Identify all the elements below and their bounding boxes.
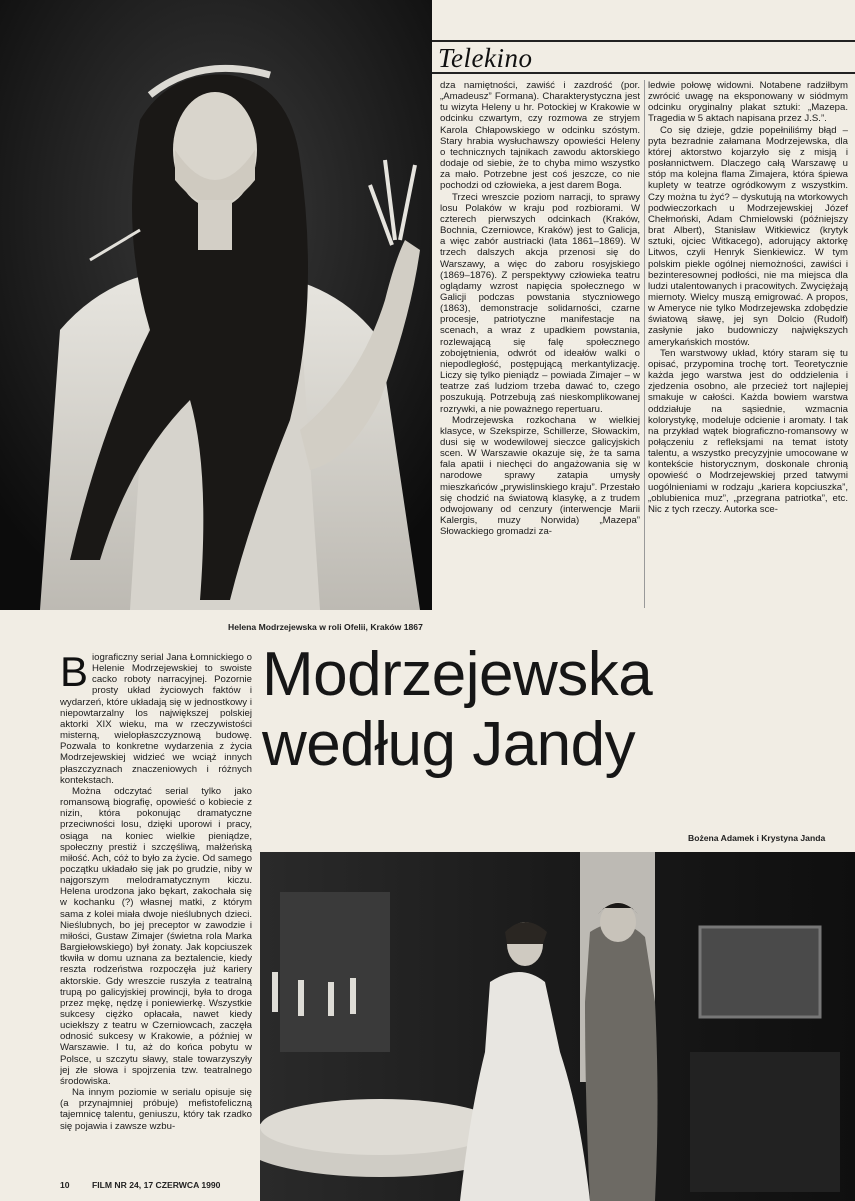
photo-scene-image (260, 852, 855, 1201)
column-divider (644, 80, 645, 608)
article-column-3 (648, 80, 848, 608)
article-column-1 (60, 652, 252, 1172)
article-paragraph: Można odczytać serial tylko jako romansową biografię, opowieść o kobiecie z nizin, która pokonując dramatyczne przeciwności losu, dzięki uporowi i pracy, osiąga na koniec wielkie pieniądze, społeczny prestiż i szczęśliwą, małżeńską miłość. Ach, cóż to było za życie. Od samego początku układało się jak po grudzie, niby w najgorszym melodramatycznym kiczu. Helena urodzona jako bękart, zakochała się w kochanku (?) własnej matki, z którym sama z kolei miała dwoje nieślubnych dzieci. Nieślubnych, bo jej preceptor w zawodzie i miłości, Gustaw Zimajer (świetna rola Marka Bargiełowskiego) był żonaty. Jak kopciuszek tkwiła w domu uznana za beztalencie, kiedy reszta rodzeństwa rozpoczęła już kariery aktorskie. Gdy wreszcie ruszyła z teatralną trupą po galicyjskiej prowincji, była to droga przez mękę, nędzę i poniewierkę. Wszystkie sukcesy ciężko opłacała, nawet kiedy uciekłszy z teatru w Czerniowcach, zaczęła odnosić sukcesy w Krakowie, a później w Warszawie. I tu, aż do końca pobytu w Polsce, u szczytu sławy, stale towarzyszyły jej złe słowa i spojrzenia tzw. teatralnego środowiska. (60, 785, 252, 1087)
headline (262, 640, 842, 780)
section-title: Telekino (438, 43, 533, 73)
article-intro (60, 652, 252, 786)
article-column-2 (440, 80, 640, 608)
article-paragraph: Co się dzieje, gdzie popełniliśmy błąd – pyta bezradnie załamana Modrzejewska, dla której aktorstwo kojarzyło się z misją i posłannictwem. Dlaczego całą Warszawę u stóp ma kolejna flama Zimajera, która śpiewa kuplety w teatrze ogródkowym z wszystkim. Czy można tu żyć? – dyskutują na wtorkowych podwieczorkach u Modrzejewskiej Józef Chełmoński, Adam Chmielowski (późniejszy brat Albert), Stanisław Witkiewicz (krytyk sztuki, ojciec Witkacego), adorujący aktorkę Litwos, czyli Henryk Sienkiewicz. W tym polskim piekle ogólnej niemożności, zawiści i bezinteresownej podłości, nie ma miejsca dla ludzi utalentowanych i pracowitych. Zwyciężają miernoty. Wielcy muszą emigrować. A propos, w Ameryce nie tylko Modrzejewska zdobędzie światową sławę, jej syn Dolcio (Rudolf) zasłynie jako budowniczy największych amerykańskich mostów. (648, 124, 848, 348)
article-paragraph: dza namiętności, zawiść i zazdrość (por. „Amadeusz” Formana). Charakterystyczna jest tu wizyta Heleny u hr. Potockiej w Krakowie w odcinku czwartym, czy rozmowa ze stryjem Karola Chłapowskiego w odcinku szóstym. Stary hrabia wysłuchawszy opowieści Heleny o technicznych tajnikach zawodu aktorskiego dodaje od siebie, że to chyba mimo wszystko za mało. Potrzebne jest coś jeszcze, co nie pochodzi od człowieka, a jest darem Boga. (440, 80, 640, 192)
article-paragraph: Na innym poziomie w serialu opisuje się (a przynajmniej próbuje) mefistofeliczną tajemnicę talentu, geniuszu, który tak rzadko się pojawia i zawsze wzbu- (60, 1087, 252, 1132)
section-header (432, 40, 855, 74)
headline-line-2: według Jandy (262, 710, 636, 779)
page-number: 10 (60, 1180, 70, 1190)
photo-ophelia-caption: Helena Modrzejewska w roli Ofelii, Kraków 1867 (228, 622, 423, 632)
photo-ophelia-image (0, 0, 432, 610)
article-paragraph: Modrzejewska rozkochana w wielkiej klasyce, w Szekspirze, Schillerze, Słowackim, dusi się w wodewilowej sieczce galicyjskich scen. W Warszawie okazuje się, że ta sama fala apatii i niechęci do angażowania się w narodowe sprawy zatapia umysły mieszkańców „prywislinskiego kraju”. Przestało się chodzić na światową klasykę, a z trudem odwojowany od cenzury (interwencje Marii Kalergis, muzy Norwida) „Mazepa” Słowackiego gromadzi za- (440, 414, 640, 538)
photo-scene (260, 852, 855, 1201)
article-paragraph: Trzeci wreszcie poziom narracji, to sprawy losu Polaków w kraju pod rozbiorami. W czterech pierwszych odcinkach (Kraków, Bochnia, Czerniowce, Kraków) jest to Galicja, a więc zabór austriacki (lata 1861–1869). W trzech dalszych akcja przenosi się do Warszawy, a więc do zaboru rosyjskiego (1869–1876). Z perspektywy człowieka teatru oglądamy wzrost napięcia społecznego w Galicji podczas powstania styczniowego (1863), demonstracje solidarności, czarne procesje, patriotyczne manifestacje na scenach, a wraz z upadkiem powstania, rozlewającą się falę społecznego zobojętnienia, odwrót od ideałów walki o niepodległość, postępującą merkantylizację. Liczy się tylko pieniądz – powiada Zimajer – w teatrze zaś ludziom trzeba dawać to, czego poszukują. Potrzebują zaś nieskomplikowanej rozrywki, a nie poważnego repertuaru. (440, 191, 640, 415)
headline-line-1: Modrzejewska (262, 640, 653, 709)
issue-info: FILM NR 24, 17 CZERWCA 1990 (92, 1180, 221, 1190)
photo-scene-caption: Bożena Adamek i Krystyna Janda (688, 833, 826, 843)
article-paragraph: Ten warstwowy układ, który staram się tu opisać, przypomina trochę tort. Teoretycznie każda jego warstwa jest do oddzielenia i zjedzenia osobno, ale przecież tort najlepiej smakuje w całości. Każda bowiem warstwa oddziałuje na sąsiednie, wzmacnia kolorystykę, modeluje odcienie i aromaty. I tak na przykład wątek biograficzno-romansowy w połączeniu z refleksjami na temat istoty talentu, a wszystko precyzyjnie umocowane w kontekście historycznym, doskonale chronią opowieść o Modrzejewskiej przed tatwymi uogólnieniami w rodzaju „kariera kopciuszka”, „oblubienica muz”, „przegrana patriotka”, etc. Nic z tych rzeczy. Autorka sce- (648, 347, 848, 515)
intro-text: iograficzny serial Jana Łomnickiego o Helenie Modrzejewskiej to swoiste cacko roboty narracyjnej. Pozornie prosty układ życiowych faktów i wydarzeń, które układają się w jednostkowy i niepowtarzalny los największej polskiej aktorki XIX wieku, ma w rzeczywistości misterną, wielopłaszczyznową budowę. Pozwala to konkretne wydarzenia z życia Modrzejewskiej widzieć we wciąż innych płaszczyznach znaczeniowych i różnych kontekstach. (60, 652, 252, 786)
article-paragraph: ledwie połowę widowni. Notabene radziłbym zwrócić uwagę na eksponowany w siódmym odcinku oryginalny plakat sztuki: „Mazepa. Tragedia w 5 aktach napisana przez J.S.”. (648, 80, 848, 125)
photo-ophelia (0, 0, 432, 610)
dropcap: B (60, 652, 89, 695)
